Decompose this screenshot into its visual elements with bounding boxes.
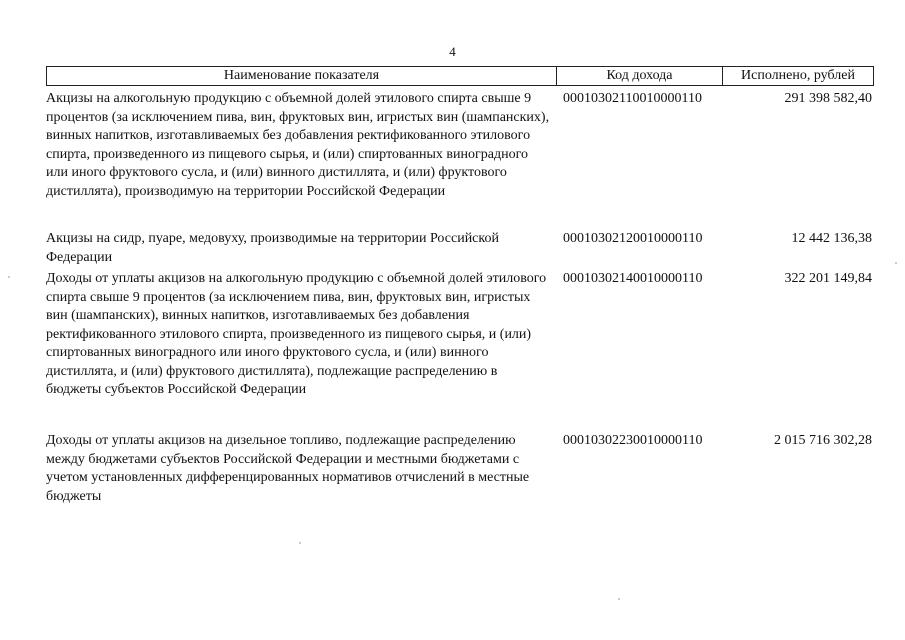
row-name: Доходы от уплаты акцизов на дизельное топливо, подлежащие распределению между бюджетами субъектов Российской Федерации и местными бюджетами с учетом установленных дифференцированных нормативов отчислений в местные бюджеты [46,433,530,504]
row-code: 00010302120010000110 [563,231,703,246]
row-amount: 322 201 149,84 [784,271,872,286]
header-code: Код дохода [557,67,723,85]
scan-speck [618,598,620,600]
row-amount: 291 398 582,40 [784,91,872,106]
row-amount: 12 442 136,38 [791,231,872,246]
row-name: Акцизы на сидр, пуаре, медовуху, производимые на территории Российской Федерации [46,231,499,265]
header-amount: Исполнено, рублей [741,68,855,83]
row-code: 00010302110010000110 [563,91,702,106]
page-number: 4 [449,44,456,59]
scan-speck [8,276,10,278]
scan-speck [299,542,301,544]
header-name: Наименование показателя [47,67,557,85]
row-amount: 2 015 716 302,28 [774,433,872,448]
row-code: 00010302140010000110 [563,271,703,286]
row-name: Доходы от уплаты акцизов на алкогольную продукцию с объемной долей этилового спирта свыше 9 процентов (за исключением пива, вин, фруктовых вин, игристых вин (шампанских), винных напитков, изготавливаемых без добавления ректификованного этилового спирта, произведенного из пищевого сырья, и (или) спиртованных виноградного или иного фруктового сусла, и (или) винного дистиллята, и (или) фруктового дистиллята), подлежащие распределению в бюджеты субъектов Российской Федерации [46,271,547,397]
table-header-row [46,66,874,86]
row-name: Акцизы на алкогольную продукцию с объемной долей этилового спирта свыше 9 процентов (за исключением пива, вин, фруктовых вин, игристых вин (шампанских), винных напитков, изготавливаемых без добавления ректификованного этилового спирта, произведенного из пищевого сырья, и (или) спиртованных виноградного или иного фруктового сусла, и (или) винного дистиллята, и (или) фруктового дистиллята), производимую на территории Российской Федерации [46,91,550,199]
row-code: 00010302230010000110 [563,433,703,448]
revenue-table [46,66,874,504]
scan-speck [895,262,897,264]
